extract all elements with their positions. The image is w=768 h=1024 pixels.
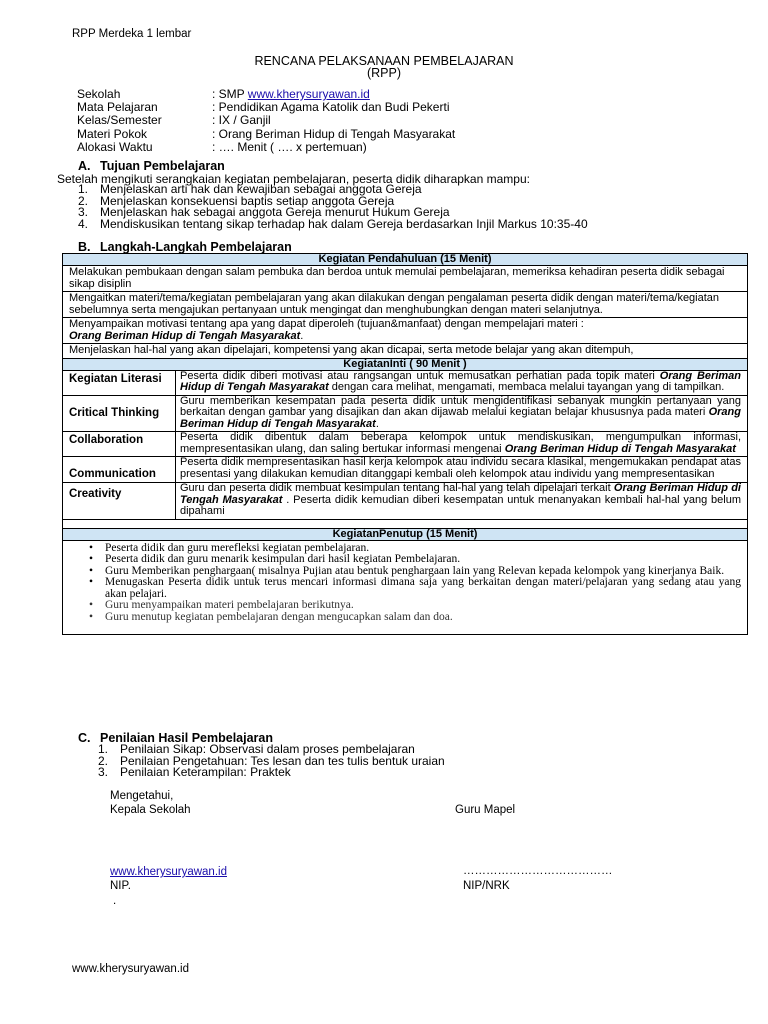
pendahuluan-row: Mengaitkan materi/tema/kegiatan pembelajaran yang akan dilakukan dengan pengalaman peserta didik dengan materi/tema/kegiatan sebelumnya serta mengajukan pertanyaan untuk mengingat dan menghubungkan dengan materi selanjutnya. xyxy=(63,292,747,318)
trailing-dot: . xyxy=(113,895,117,907)
inti-label: Communication xyxy=(69,468,156,480)
identity-key: Mata Pelajaran xyxy=(77,100,158,115)
section-a-intro: Setelah mengikuti serangkaian kegiatan pembelajaran, peserta didik diharapkan mampu: xyxy=(57,172,530,186)
identity-row-time xyxy=(77,141,455,154)
list-item: • Peserta didik dan guru menarik kesimpulan dari hasil kegiatan Pembelajaran. xyxy=(88,553,461,566)
identity-row-class xyxy=(77,114,455,127)
header-note: RPP Merdeka 1 lembar xyxy=(72,28,192,40)
assessment-list xyxy=(98,744,445,779)
inti-row-literasi xyxy=(63,371,747,396)
section-a-heading: A. Tujuan Pembelajaran xyxy=(78,159,225,173)
inti-row-critical-thinking xyxy=(63,396,747,433)
pendahuluan-band: Kegiatan Pendahuluan (15 Menit) xyxy=(63,254,747,266)
inti-label: Critical Thinking xyxy=(69,406,160,419)
identity-value: : …. Menit ( …. x pertemuan) xyxy=(212,139,367,154)
inti-text: Peserta didik dibentuk dalam beberapa kelompok untuk mendiskusikan, mengumpulkan informasi, mempresentasikan ulang, dan saling bertukar informasi mengenai Orang Beriman Hidup di Tengah Masyarakat xyxy=(175,432,747,456)
identity-key: Materi Pokok xyxy=(77,126,148,141)
inti-band: KegiatanInti ( 90 Menit ) xyxy=(63,359,747,371)
list-item: 2. Menjelaskan konsekuensi baptis setiap anggota Gereja xyxy=(78,193,395,208)
nip-nrk-label: NIP/NRK xyxy=(463,880,510,892)
inti-text: Peserta didik diberi motivasi atau rangsangan untuk memusatkan perhatian pada topik materi Orang Beriman Hidup di Tengah Masyarakat dengan cara melihat, mengamati, membaca melalui tayangan yang di tampilkan. xyxy=(175,371,747,395)
inti-text: Peserta didik mempresentasikan hasil kerja kelompok atau individu secara klasikal, mengemukakan pendapat atas presentasi yang dilakukan kemudian ditanggapi kembali oleh kelompok atau individu yang mempresentasikan xyxy=(175,457,747,482)
inti-row-collaboration xyxy=(63,432,747,457)
list-item: 3. Menjelaskan hak sebagai anggota Gereja menurut Hukum Gereja xyxy=(78,205,450,219)
nip-label: NIP. xyxy=(110,880,131,892)
objectives-list xyxy=(78,184,588,230)
list-item: • Peserta didik dan guru merefleksi kegiatan pembelajaran. xyxy=(88,541,370,554)
school-link[interactable]: www.kherysuryawan.id xyxy=(247,87,370,101)
identity-table xyxy=(77,88,455,154)
inti-text: Guru memberikan kesempatan pada peserta didik untuk mengidentifikasi sebanyak mungkin pertanyaan yang berkaitan dengan gambar yang disajikan dan akan dijawab melalui kegiatan belajar khususnya pada materi Orang Beriman Hidup di Tengah Masyarakat. xyxy=(175,396,747,432)
list-item: • Guru Memberikan penghargaan( misalnya Pujian atau bentuk penghargaan lain yang Relevan kepada kelompok yang kinerjanya Baik. xyxy=(88,564,725,577)
identity-row-topic xyxy=(77,128,455,141)
footer-website: www.kherysuryawan.id xyxy=(72,963,189,975)
inti-label: Collaboration xyxy=(69,434,144,446)
kepala-sekolah-name-link[interactable]: www.kherysuryawan.id xyxy=(110,866,227,878)
pendahuluan-row: Menyampaikan motivasi tentang apa yang dapat diperoleh (tujuan&manfaat) dengan mempelajari materi : Orang Beriman Hidup di Tengah Masyarakat. xyxy=(63,318,747,344)
identity-value: : SMP www.kherysuryawan.id xyxy=(212,87,370,101)
list-item: 1. Menjelaskan arti hak dan kewajiban sebagai anggota Gereja xyxy=(78,182,422,196)
guru-mapel-label: Guru Mapel xyxy=(455,804,516,816)
identity-key: Kelas/Semester xyxy=(77,113,162,128)
identity-value: : IX / Ganjil xyxy=(212,113,271,128)
inti-row-communication xyxy=(63,457,747,483)
activities-table xyxy=(62,253,748,635)
identity-key: Sekolah xyxy=(77,87,121,101)
list-item: 4. Mendiskusikan tentang sikap terhadap hak dalam Gereja berdasarkan Injil Markus 10:35-40 xyxy=(78,216,588,231)
identity-key: Alokasi Waktu xyxy=(77,139,153,154)
list-item: • Guru menutup kegiatan pembelajaran dengan mengucapkan salam dan doa. xyxy=(88,611,453,624)
guru-mapel-name-placeholder: ………………………………… xyxy=(463,865,613,877)
list-item: • Menugaskan Peserta didik untuk terus mencari informasi dimana saja yang berkaitan dengan materi/pelajaran yang sedang atau yang akan pelajari. xyxy=(88,576,741,600)
list-item: 1. Penilaian Sikap: Observasi dalam proses pembelajaran xyxy=(98,742,415,756)
pendahuluan-row: Menjelaskan hal-hal yang akan dipelajari, kompetensi yang akan dicapai, serta metode belajar yang akan ditempuh, xyxy=(63,344,747,359)
inti-label: Kegiatan Literasi xyxy=(69,372,162,385)
penutup-list xyxy=(63,541,747,634)
kepala-sekolah-label: Kepala Sekolah xyxy=(110,804,191,816)
inti-row-creativity xyxy=(63,483,747,520)
inti-text: Guru dan peserta didik membuat kesimpulan tentang hal-hal yang telah dipelajari terkait Orang Beriman Hidup di Tengah Masyarakat . Peserta didik kemudian diberi kesempatan untuk menanyakan kembali hal-hal yang belum dipahami xyxy=(175,483,747,519)
section-b-heading: B. Langkah-Langkah Pembelajaran xyxy=(78,240,292,254)
document-title: RENCANA PELAKSANAAN PEMBELAJARAN xyxy=(254,54,514,68)
identity-value: : Pendidikan Agama Katolik dan Budi Pekerti xyxy=(212,100,450,115)
identity-value: : Orang Beriman Hidup di Tengah Masyarakat xyxy=(212,126,456,141)
document-subtitle: (RPP) xyxy=(366,66,402,80)
list-item: • Guru menyampaikan materi pembelajaran berikutnya. xyxy=(88,599,354,612)
inti-label: Creativity xyxy=(69,488,122,500)
mengetahui-label: Mengetahui, xyxy=(110,790,174,802)
pendahuluan-row: Melakukan pembukaan dengan salam pembuka dan berdoa untuk memulai pembelajaran, memeriksa kehadiran peserta didik sebagai sikap disiplin xyxy=(63,266,747,292)
list-item: 2. Penilaian Pengetahuan: Tes lesan dan tes tulis bentuk uraian xyxy=(98,753,445,768)
list-item: 3. Penilaian Keterampilan: Praktek xyxy=(98,765,291,780)
penutup-band: KegiatanPenutup (15 Menit) xyxy=(63,528,747,541)
section-c-heading: C. Penilaian Hasil Pembelajaran xyxy=(78,731,273,745)
